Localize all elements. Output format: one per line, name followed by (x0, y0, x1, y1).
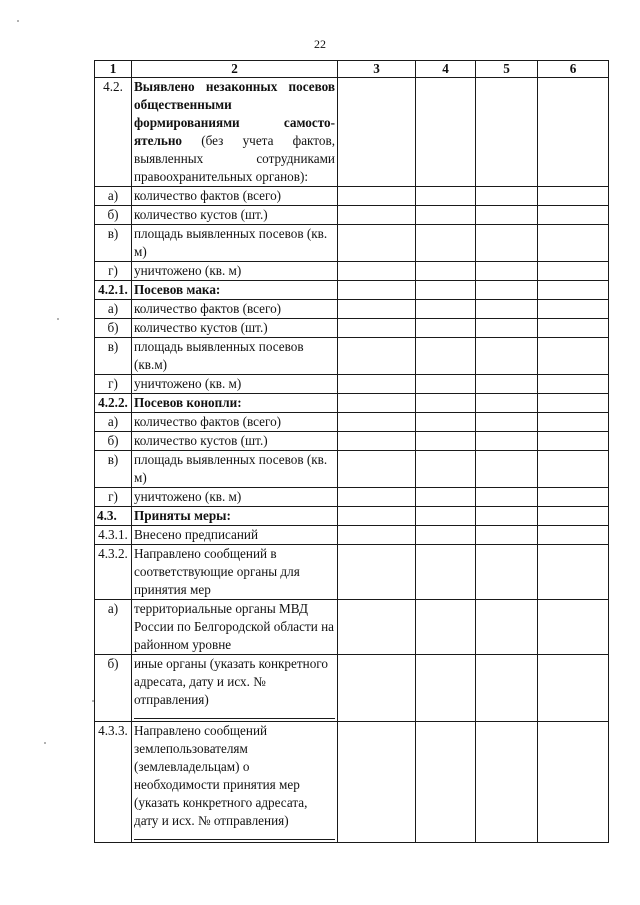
value-cell (338, 526, 416, 545)
table-row (95, 722, 609, 843)
value-cell (416, 281, 476, 300)
value-cell (416, 187, 476, 206)
value-cell (338, 451, 416, 488)
row-label (132, 300, 338, 319)
value-cell (476, 600, 538, 655)
value-cell (538, 655, 609, 722)
value-cell (338, 722, 416, 843)
value-cell (476, 526, 538, 545)
table-row (95, 187, 609, 206)
row-label (132, 319, 338, 338)
row-label (132, 488, 338, 507)
column-header: 1 (95, 61, 132, 78)
row-label (132, 262, 338, 281)
row-number: 4.3.1. (95, 526, 132, 545)
row-number: б) (95, 319, 132, 338)
value-cell (338, 375, 416, 394)
value-cell (338, 413, 416, 432)
column-header: 5 (476, 61, 538, 78)
row-number: 4.2. (95, 78, 132, 187)
value-cell (338, 319, 416, 338)
value-cell (416, 507, 476, 526)
value-cell (416, 375, 476, 394)
row-label-text: Посевов мака: (134, 282, 221, 297)
row-label-text: количество фактов (всего) (134, 414, 282, 429)
value-cell (538, 78, 609, 187)
value-cell (476, 488, 538, 507)
value-cell (538, 600, 609, 655)
row-label-text: иные органы (указать конкретного адресата, дату и исх. № отправления) (134, 656, 328, 707)
row-label-text: Внесено предписаний (134, 527, 259, 542)
value-cell (476, 413, 538, 432)
value-cell (338, 225, 416, 262)
row-number: 4.3. (95, 507, 132, 526)
row-label (132, 432, 338, 451)
value-cell (476, 78, 538, 187)
row-number: а) (95, 413, 132, 432)
row-label (132, 507, 338, 526)
value-cell (538, 187, 609, 206)
row-label-text: Посевов конопли: (134, 395, 242, 410)
value-cell (338, 600, 416, 655)
value-cell (538, 507, 609, 526)
row-number: б) (95, 206, 132, 225)
value-cell (538, 451, 609, 488)
value-cell (538, 338, 609, 375)
row-label-text: уничтожено (кв. м) (134, 376, 242, 391)
table-row (95, 413, 609, 432)
row-number: а) (95, 300, 132, 319)
value-cell (416, 488, 476, 507)
value-cell (338, 206, 416, 225)
row-label-text: Выявлено незаконных посевов общественными формированиями самосто-ятельно (134, 79, 335, 148)
row-label (132, 338, 338, 375)
table-row (95, 655, 609, 722)
row-label (132, 206, 338, 225)
value-cell (416, 413, 476, 432)
value-cell (338, 262, 416, 281)
value-cell (416, 432, 476, 451)
value-cell (538, 319, 609, 338)
value-cell (416, 451, 476, 488)
value-cell (538, 225, 609, 262)
table-row (95, 545, 609, 600)
row-number: 4.3.3. (95, 722, 132, 843)
value-cell (476, 262, 538, 281)
value-cell (416, 394, 476, 413)
value-cell (416, 78, 476, 187)
value-cell (538, 281, 609, 300)
value-cell (538, 413, 609, 432)
row-label (132, 451, 338, 488)
row-number: б) (95, 655, 132, 722)
row-label-text: количество кустов (шт.) (134, 433, 268, 448)
row-number: г) (95, 488, 132, 507)
value-cell (538, 300, 609, 319)
row-label (132, 600, 338, 655)
row-label (132, 722, 338, 843)
value-cell (476, 545, 538, 600)
row-label-text: количество кустов (шт.) (134, 207, 268, 222)
value-cell (538, 432, 609, 451)
table-row (95, 262, 609, 281)
value-cell (338, 507, 416, 526)
value-cell (538, 262, 609, 281)
value-cell (476, 281, 538, 300)
value-cell (338, 432, 416, 451)
value-cell (338, 78, 416, 187)
row-label-text: количество фактов (всего) (134, 188, 282, 203)
row-label-text: Приняты меры: (134, 508, 231, 523)
column-header: 6 (538, 61, 609, 78)
value-cell (338, 545, 416, 600)
row-number: в) (95, 225, 132, 262)
table-row (95, 338, 609, 375)
value-cell (476, 394, 538, 413)
table-row (95, 319, 609, 338)
table-row (95, 488, 609, 507)
value-cell (338, 281, 416, 300)
value-cell (338, 338, 416, 375)
row-label-text: количество кустов (шт.) (134, 320, 268, 335)
value-cell (416, 655, 476, 722)
value-cell (416, 262, 476, 281)
value-cell (338, 655, 416, 722)
table-row (95, 300, 609, 319)
row-label-text: уничтожено (кв. м) (134, 263, 242, 278)
row-label (132, 375, 338, 394)
value-cell (476, 206, 538, 225)
table-row (95, 206, 609, 225)
row-label-text: уничтожено (кв. м) (134, 489, 242, 504)
column-header: 4 (416, 61, 476, 78)
table-header-row (95, 61, 609, 78)
value-cell (538, 526, 609, 545)
value-cell (338, 488, 416, 507)
table-row (95, 451, 609, 488)
value-cell (476, 722, 538, 843)
value-cell (416, 338, 476, 375)
value-cell (416, 319, 476, 338)
row-label (132, 78, 338, 187)
row-label-text: площадь выявленных посевов (кв. м) (134, 226, 328, 259)
column-header: 3 (338, 61, 416, 78)
value-cell (416, 300, 476, 319)
table-row (95, 375, 609, 394)
row-label (132, 526, 338, 545)
column-header: 2 (132, 61, 338, 78)
row-label (132, 187, 338, 206)
value-cell (416, 225, 476, 262)
value-cell (538, 375, 609, 394)
row-label-text: количество фактов (всего) (134, 301, 282, 316)
value-cell (476, 319, 538, 338)
table-row (95, 225, 609, 262)
table-row (95, 78, 609, 187)
value-cell (476, 451, 538, 488)
row-label (132, 413, 338, 432)
row-label (132, 655, 338, 722)
row-number: г) (95, 262, 132, 281)
row-label (132, 394, 338, 413)
table-row (95, 507, 609, 526)
table-row (95, 432, 609, 451)
value-cell (476, 375, 538, 394)
table-row (95, 394, 609, 413)
value-cell (476, 225, 538, 262)
value-cell (338, 394, 416, 413)
value-cell (538, 394, 609, 413)
row-number: 4.2.1. (95, 281, 132, 300)
row-label-text: площадь выявленных посевов (кв. м) (134, 452, 328, 485)
value-cell (476, 338, 538, 375)
value-cell (416, 600, 476, 655)
value-cell (416, 526, 476, 545)
row-number: а) (95, 600, 132, 655)
value-cell (416, 545, 476, 600)
page-number: 22 (314, 37, 326, 51)
row-number: в) (95, 451, 132, 488)
row-label-text: Направлено сообщений землепользователям (землевладельцам) о необходимости принятия мер (указать конкретного адресата, дату и исх. № отправления) (134, 723, 308, 828)
value-cell (476, 300, 538, 319)
table-row (95, 600, 609, 655)
table-row (95, 281, 609, 300)
row-number: 4.2.2. (95, 394, 132, 413)
value-cell (476, 187, 538, 206)
value-cell (338, 300, 416, 319)
value-cell (538, 722, 609, 843)
row-number: а) (95, 187, 132, 206)
value-cell (476, 655, 538, 722)
value-cell (538, 206, 609, 225)
row-label (132, 281, 338, 300)
report-table (94, 60, 609, 843)
value-cell (416, 722, 476, 843)
value-cell (416, 206, 476, 225)
row-label (132, 225, 338, 262)
row-number: г) (95, 375, 132, 394)
value-cell (476, 507, 538, 526)
row-label-text: территориальные органы МВД России по Белгородской области на районном уровне (134, 601, 335, 652)
row-number: 4.3.2. (95, 545, 132, 600)
value-cell (538, 545, 609, 600)
value-cell (538, 488, 609, 507)
fill-in-line (134, 718, 335, 719)
row-label-text: площадь выявленных посевов (кв.м) (134, 339, 304, 372)
value-cell (338, 187, 416, 206)
value-cell (476, 432, 538, 451)
row-number: б) (95, 432, 132, 451)
row-label (132, 545, 338, 600)
fill-in-line (134, 839, 335, 840)
row-label-note: (без учета фактов, выявленных сотрудниками правоохранительных органов): (134, 133, 335, 184)
row-number: в) (95, 338, 132, 375)
table-row (95, 526, 609, 545)
row-label-text: Направлено сообщений в соответствующие органы для принятия мер (134, 546, 300, 597)
